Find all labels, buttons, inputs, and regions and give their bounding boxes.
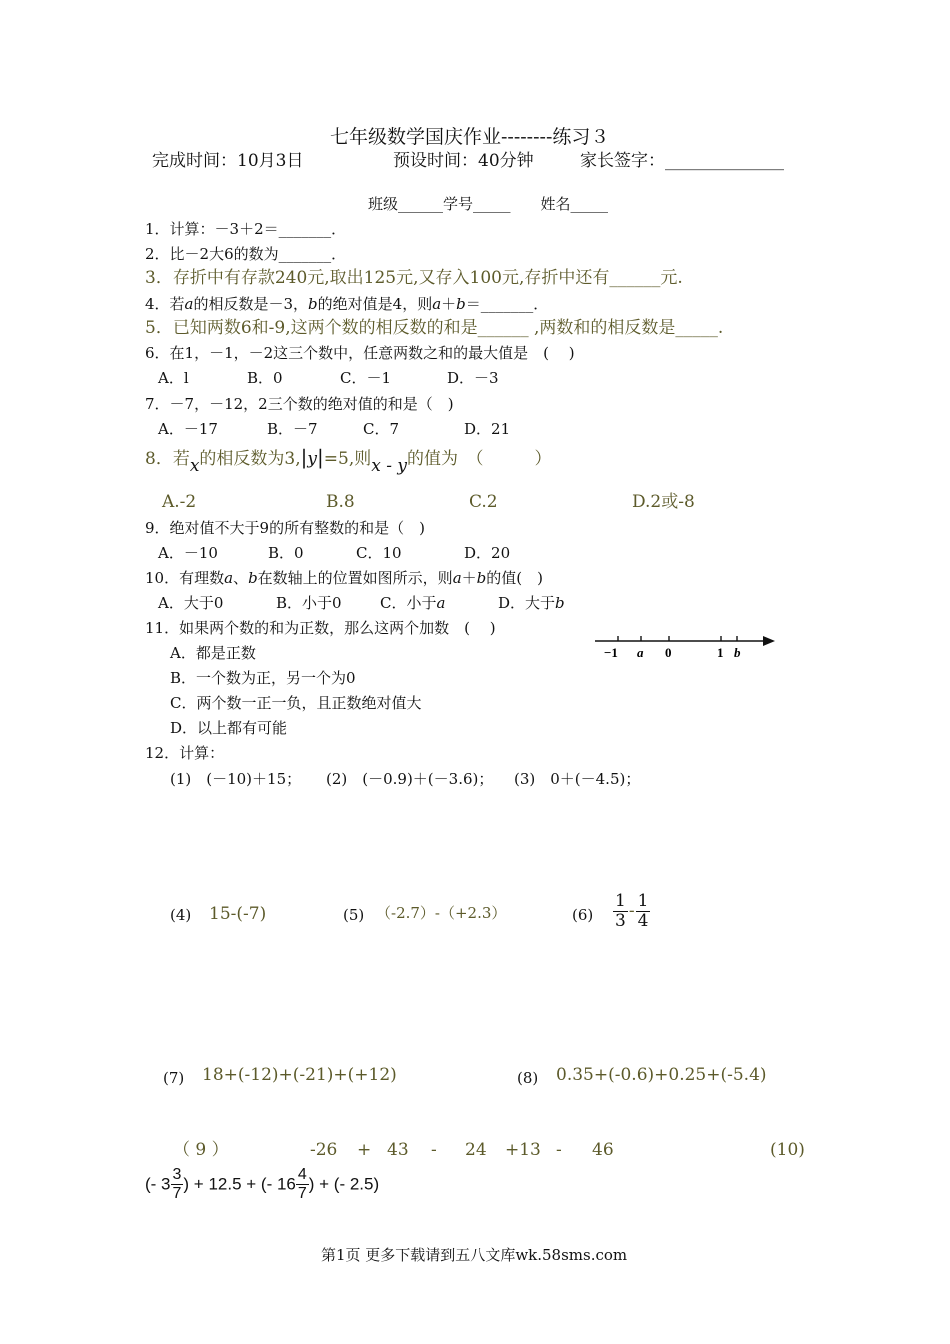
question-10: 10．有理数a、b在数轴上的位置如图所示，则a＋b的值( ) bbox=[145, 569, 543, 587]
q12-part-8-label: (8) bbox=[517, 1069, 539, 1087]
q12-part-10-expr: (- 3 $\frac{3}{7}$ ) + 12.5 + (- 16 $\frac{4}{7}$ ) + (- 2.5) bbox=[145, 1166, 380, 1202]
q12-part-7-label: (7) bbox=[163, 1069, 185, 1087]
question-4: 4．若a的相反数是－3，b的绝对值是4，则a＋b＝_______． bbox=[145, 295, 549, 313]
q9-option-a: A．－10 bbox=[158, 544, 218, 562]
q11-option-c: C．两个数一正一负，且正数绝对值大 bbox=[170, 694, 422, 712]
q12-part-3: (3) 0＋(－4.5)； bbox=[514, 770, 641, 788]
q7-option-c: C．7 bbox=[363, 420, 400, 438]
q12-part-9-term: 46 bbox=[592, 1140, 614, 1160]
q11-option-a: A．都是正数 bbox=[170, 644, 256, 662]
q12-part-9-term: 43 bbox=[387, 1140, 409, 1160]
q12-part-5-expr: （-2.7）-（+2.3） bbox=[376, 904, 507, 922]
q7-option-b: B．－7 bbox=[267, 420, 318, 438]
question-9: 9．绝对值不大于9的所有整数的和是（ ) bbox=[145, 519, 425, 537]
q8-option-a: A.-2 bbox=[162, 492, 197, 512]
q8-option-d: D.2或-8 bbox=[632, 492, 695, 512]
page-title: 七年级数学国庆作业--------练习３ bbox=[330, 126, 610, 148]
q12-part-9-term: +13 bbox=[505, 1140, 541, 1160]
q12-part-9-term: -26 bbox=[310, 1140, 338, 1160]
q10-option-c: C．小于a bbox=[380, 594, 446, 612]
q12-part-6-label: (6) bbox=[572, 906, 594, 924]
q12-part-2: (2) (－0.9)＋(－3.6)； bbox=[326, 770, 494, 788]
preset-time: 预设时间：40分钟 bbox=[393, 151, 534, 171]
q12-part-10-label: (10) bbox=[770, 1140, 805, 1160]
question-3: 3．存折中有存款240元,取出125元,又存入100元,存折中还有______元. bbox=[145, 268, 683, 288]
question-2: 2．比－2大6的数为_______． bbox=[145, 245, 347, 263]
question-11: 11．如果两个数的和为正数，那么这两个加数 ( ) bbox=[145, 619, 496, 637]
class-info-line: 班级______学号_____ 姓名_____ bbox=[368, 195, 609, 213]
q6-option-a: A．l bbox=[158, 369, 189, 387]
q12-part-9-term: - bbox=[556, 1140, 562, 1160]
q10-option-b: B．小于0 bbox=[276, 594, 342, 612]
q7-option-a: A．－17 bbox=[158, 420, 218, 438]
q12-part-6-expr: $\frac{1}{3}$ - $\frac{1}{4}$ bbox=[615, 891, 649, 931]
q12-part-4-expr: 15-(-7) bbox=[209, 904, 267, 924]
q10-option-a: A．大于0 bbox=[158, 594, 224, 612]
q11-option-b: B．一个数为正，另一个为0 bbox=[170, 669, 356, 687]
q12-part-9-term: - bbox=[431, 1140, 437, 1160]
question-6: 6．在1，－1，－2这三个数中，任意两数之和的最大值是 ( ) bbox=[145, 344, 575, 362]
q12-part-5-label: (5) bbox=[343, 906, 365, 924]
q12-part-8-expr: 0.35+(-0.6)+0.25+(-5.4) bbox=[556, 1065, 767, 1085]
q10-option-d: D．大于b bbox=[498, 594, 565, 612]
nl-label-b: b bbox=[734, 645, 741, 660]
question-7: 7．－7，－12，2三个数的绝对值的和是（ ) bbox=[145, 395, 454, 413]
question-1: 1．计算：－3＋2＝_______． bbox=[145, 220, 347, 238]
nl-label-1: 1 bbox=[717, 645, 724, 660]
q6-option-d: D．－3 bbox=[447, 369, 499, 387]
nl-label-0: 0 bbox=[665, 645, 672, 660]
question-8: 8．若x的相反数为3,|y|=5,则x - y的值为 （ ） bbox=[145, 445, 552, 476]
nl-label-a: a bbox=[637, 645, 644, 660]
q9-option-c: C．10 bbox=[356, 544, 402, 562]
parent-signature: 家长签字：______________ bbox=[580, 151, 784, 171]
nl-label-neg1: −1 bbox=[604, 645, 618, 660]
q12-part-9-term: 24 bbox=[465, 1140, 487, 1160]
q12-part-4-label: (4) bbox=[170, 906, 192, 924]
q8-option-b: B.8 bbox=[326, 492, 355, 512]
q9-option-d: D．20 bbox=[464, 544, 511, 562]
page-footer: 第1页 更多下载请到五八文库wk.58sms.com bbox=[321, 1246, 628, 1264]
q12-part-1: (1) (－10)＋15； bbox=[170, 770, 302, 788]
q12-part-9-label: （ 9 ） bbox=[173, 1140, 229, 1160]
q7-option-d: D．21 bbox=[464, 420, 511, 438]
number-line-figure bbox=[592, 630, 777, 662]
question-5: 5．已知两数6和-9,这两个数的相反数的和是______ ,两数和的相反数是_____. bbox=[145, 318, 724, 338]
q6-option-b: B．0 bbox=[247, 369, 283, 387]
q9-option-b: B．0 bbox=[268, 544, 304, 562]
q8-option-c: C.2 bbox=[469, 492, 498, 512]
q12-part-7-expr: 18+(-12)+(-21)+(+12) bbox=[202, 1065, 397, 1085]
q11-option-d: D．以上都有可能 bbox=[170, 719, 288, 737]
q6-option-c: C．－1 bbox=[340, 369, 392, 387]
q12-part-9-term: + bbox=[357, 1140, 372, 1160]
finish-time: 完成时间：10月3日 bbox=[152, 151, 304, 171]
question-12: 12．计算： bbox=[145, 744, 225, 762]
